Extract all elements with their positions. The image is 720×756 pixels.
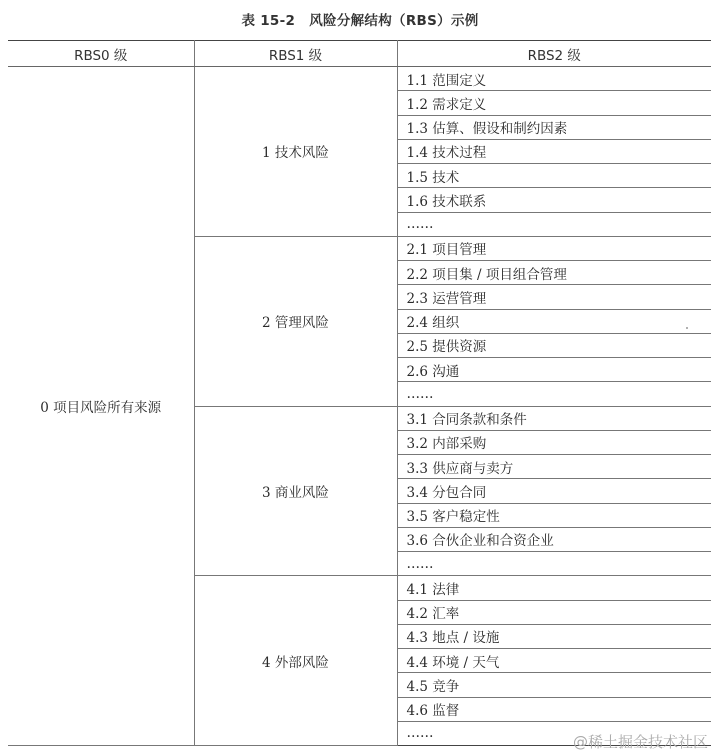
rbs2-item-cell: 3.4 分包合同 — [397, 479, 711, 503]
rbs2-item-cell: 3.3 供应商与卖方 — [397, 455, 711, 479]
rbs2-item-cell: 2.4 组织 — [397, 309, 711, 333]
rbs2-item-cell: 4.2 汇率 — [397, 600, 711, 624]
scan-speck — [686, 327, 688, 329]
table-caption — [0, 9, 720, 29]
rbs2-item-cell: 2.6 沟通 — [397, 358, 711, 382]
rbs2-item-cell: 4.6 监督 — [397, 697, 711, 721]
rbs2-item-cell: …… — [397, 212, 711, 236]
rbs2-item-cell: 3.5 客户稳定性 — [397, 503, 711, 527]
watermark: @稀土掘金技术社区 — [572, 733, 708, 751]
rbs0-root-cell: 0 项目风险所有来源 — [8, 67, 194, 746]
rbs-table — [8, 40, 711, 746]
rbs2-item-cell: 4.3 地点 / 设施 — [397, 624, 711, 648]
rbs2-item-cell: 3.2 内部采购 — [397, 430, 711, 454]
rbs2-item-cell: 1.1 范围定义 — [397, 67, 711, 91]
rbs2-item-cell: 2.5 提供资源 — [397, 333, 711, 357]
rbs1-category-cell: 1 技术风险 — [194, 67, 397, 237]
rbs2-item-cell: …… — [397, 552, 711, 576]
rbs2-item-cell: 2.2 项目集 / 项目组合管理 — [397, 261, 711, 285]
rbs2-item-cell: …… — [397, 721, 711, 745]
table-row — [8, 67, 711, 91]
rbs2-item-cell: 4.1 法律 — [397, 576, 711, 600]
rbs1-category-cell: 4 外部风险 — [194, 576, 397, 746]
rbs2-item-cell: …… — [397, 382, 711, 406]
rbs2-item-cell: 4.4 环境 / 天气 — [397, 649, 711, 673]
rbs2-item-cell: 4.5 竞争 — [397, 673, 711, 697]
rbs1-category-cell: 3 商业风险 — [194, 406, 397, 576]
header-row — [8, 41, 711, 67]
rbs2-item-cell: 1.3 估算、假设和制约因素 — [397, 115, 711, 139]
rbs-table-body — [8, 67, 711, 746]
table-number: 表 15-2 — [241, 13, 296, 29]
header-rbs2: RBS2 级 — [397, 41, 711, 67]
rbs2-item-cell: 1.2 需求定义 — [397, 91, 711, 115]
rbs1-category-cell: 2 管理风险 — [194, 236, 397, 406]
rbs2-item-cell: 1.5 技术 — [397, 164, 711, 188]
rbs2-item-cell: 2.3 运营管理 — [397, 285, 711, 309]
table-title: 风险分解结构（RBS）示例 — [309, 13, 479, 29]
header-rbs0: RBS0 级 — [8, 41, 194, 67]
rbs2-item-cell: 3.6 合伙企业和合资企业 — [397, 527, 711, 551]
rbs2-item-cell: 1.6 技术联系 — [397, 188, 711, 212]
rbs2-item-cell: 3.1 合同条款和条件 — [397, 406, 711, 430]
rbs2-item-cell: 2.1 项目管理 — [397, 236, 711, 260]
rbs2-item-cell: 1.4 技术过程 — [397, 139, 711, 163]
header-rbs1: RBS1 级 — [194, 41, 397, 67]
